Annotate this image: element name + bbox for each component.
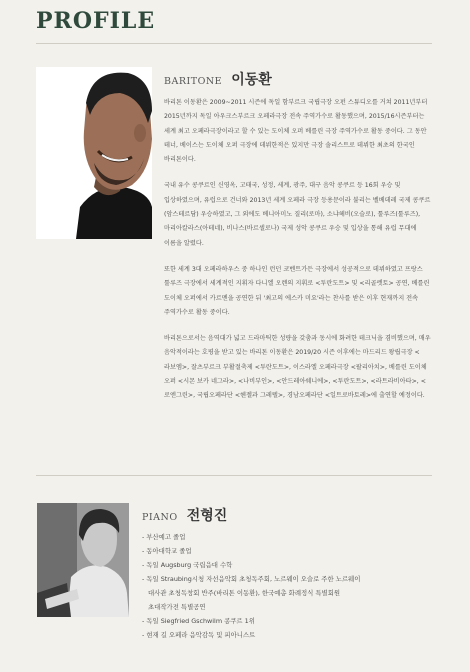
bio-paragraph: 바리톤 이동환은 2009~2011 시즌에 독일 함부르크 국립극장 오펀 스튜디오를 거쳐 2011년부터 2015년까지 독일 아우크스부르크 오페라극장 전속 주역가수로 활동했으며, 2015/16시즌부터는 세계 최고 오페라극장이라고 할 수 있는 도이체 오퍼 베를린 극장 주역가수로 활동 중이다. 그 동안 테너, 베이스는 도이체 오퍼 극장에 데뷔한적은 있지만 극장 솔리스트로 데뷔한 최초의 한국인 바리톤이다. [164,99,428,164]
career-item: 대사관 초청독창회 반주(바리톤 이동환), 한국예총 화례정식 특별회원 [148,589,341,597]
career-item: 초대작가전 특별공연 [148,603,206,611]
baritone-name: 이동환 [231,72,272,88]
career-item: - 현재 길 오페라 음악감독 및 피아니스트 [142,631,256,639]
piano-name: 전형진 [186,508,228,524]
baritone-role: BARITONE [164,76,223,87]
bio-paragraph: 또한 세계 3대 오페라하우스 중 하나인 런던 코벤트가든 극장에서 성공적으로 데뷔하였고 프랑스 툴루즈 극장에서 세계적인 지휘자 다니엘 오렌의 지휘로 <투란도트> 및 <리골렛토> 공연, 베를린 도이체 오퍼에서 카르멘을 공연한 뒤 '최고의 에스카 미요'라는 찬사를 받은 이후 현재까지 전속 주역가수로 활동 중이다. [164,265,430,316]
piano-role: PIANO [142,512,178,523]
bio-paragraph: 바리톤으로서는 음역대가 넓고 드라마틱한 성량을 갖춤과 동시에 화려한 테크닉을 겸비했으며, 매우 음악적이라는 호평을 받고 있는 바리톤 이동환은 2019/20 시즌 이후에는 마드리드 왕립극장 <라보엠>, 잘츠부르크 부활절축제 <투란도트>, 이스라엘 오페라극장 <팔리아치>, 베를린 도이체 오퍼 <시몬 보카 네그라>, <나비부인>, <안드레아쉐니에>, <투란도트>, <라트라비아타>, <로엔그린>, 국립오페라단 <헨젤과 그레텔>, 경남오페라단 <일트로바토레>에 출연할 예정이다. [164,335,431,400]
baritone-bio [164,96,434,416]
career-item: - 독일 Siegfried Gschwilm 콩쿠르 1위 [142,617,255,625]
baritone-heading [164,69,272,89]
career-item: - 부산예고 졸업 [142,533,186,541]
baritone-photo [36,67,152,239]
bio-paragraph: 국내 유수 콩쿠르인 신영옥, 고태국, 성정, 세계, 광주, 대구 음악 콩쿠르 등 16회 우승 및 입상하였으며, 유럽으로 건너와 2013년 세계 오페라 극장 등용문이라 불리는 벨베데레 국제 콩쿠르(암스테르담) 우승하였고, 그 외에도 베니아미노 질리(로마), 소냐헤비(오슬로), 툴루즈(툴루즈), 마리아칼라스(아테네), 비나스(바르셀로나) 국제 성악 콩쿠르 우승 및 입상을 통해 유럽 무대에 이름을 알렸다. [164,182,431,247]
career-item: - 동아대학교 졸업 [142,547,192,555]
career-item: - 독일 Straubing시청 자선음악회 초청독주회, 노르웨이 오슬로 주한 노르웨이 [142,575,361,583]
piano-heading [142,505,227,525]
section-divider [36,475,432,476]
page-title: PROFILE [36,8,156,34]
piano-career-list [142,530,442,642]
career-item: - 독일 Augsburg 국립음대 수학 [142,561,233,569]
title-divider [36,43,432,44]
piano-photo [37,503,129,617]
